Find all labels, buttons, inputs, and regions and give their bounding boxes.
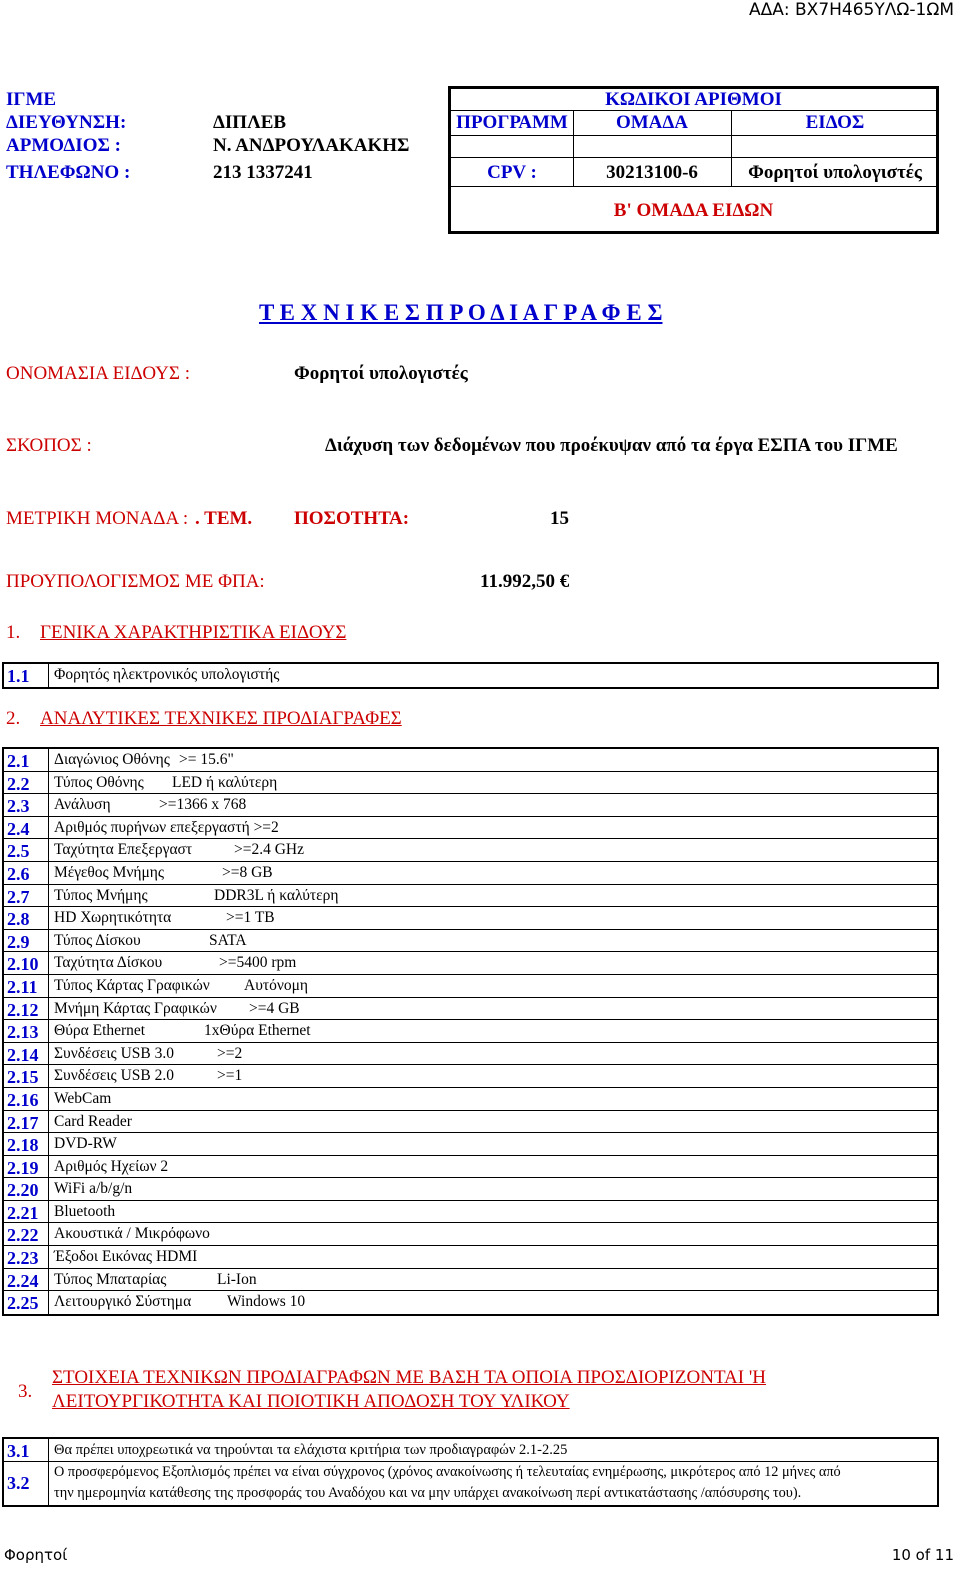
- section3-number: 3.: [18, 1381, 33, 1402]
- section2-title: ΑΝΑΛΥΤΙΚΕΣ ΤΕΧΝΙΚΕΣ ΠΡΟΔΙΑΓΡΑΦΕΣ: [40, 708, 402, 729]
- document-id: ΑΔΑ: ΒΧ7Η465ΥΛΩ-1ΩΜ: [749, 0, 954, 20]
- row-text: Θα πρέπει υποχρεωτικά να τηρούνται τα ελάχιστα κριτήρια των προδιαγραφών 2.1-2.25: [54, 1442, 568, 1458]
- row-number: 2.21: [4, 1201, 49, 1223]
- row-number: 2.4: [4, 817, 49, 839]
- quantity-label: ΠΟΣΟΤΗΤΑ:: [294, 508, 410, 529]
- row-text: Συνδέσεις USB 2.0: [54, 1067, 174, 1085]
- row-text: Τύπος Οθόνης: [54, 773, 144, 791]
- item-name-value: Φορητοί υπολογιστές: [294, 363, 468, 384]
- codes-col-program: ΠΡΟΓΡΑΜΜ: [456, 112, 568, 133]
- row-value: 1xΘύρα Ethernet: [204, 1022, 311, 1040]
- table-row: [4, 1156, 937, 1179]
- requirements-table: [2, 1437, 939, 1507]
- row-number: 2.5: [4, 839, 49, 861]
- direction-label: ΔΙΕΥΘΥΝΣΗ:: [6, 112, 127, 133]
- row-number: 2.7: [4, 885, 49, 907]
- group-label: Β' ΟΜΑΔΑ ΕΙΔΩΝ: [613, 200, 774, 221]
- table-row: [4, 930, 937, 953]
- table-row: [4, 1133, 937, 1156]
- direction-value: ΔΙΠΛΕΒ: [213, 112, 287, 133]
- table-row: [4, 794, 937, 817]
- responsible-value: Ν. ΑΝΔΡΟΥΛΑΚΑΚΗΣ: [213, 135, 410, 156]
- row-number: 2.23: [4, 1246, 49, 1268]
- table-row: [4, 1291, 937, 1314]
- row-text: Μέγεθος Μνήμης: [54, 863, 165, 881]
- detailed-specs-table: [2, 747, 939, 1316]
- page-title: Τ Ε Χ Ν Ι Κ Ε Σ Π Ρ Ο Δ Ι Α Γ Ρ Α Φ Ε Σ: [259, 300, 663, 325]
- table-row: [4, 975, 937, 998]
- general-specs-table: [2, 662, 939, 689]
- row-number: 2.24: [4, 1269, 49, 1291]
- row-number: 2.13: [4, 1020, 49, 1042]
- row-number: 2.18: [4, 1133, 49, 1155]
- purpose-value: Διάχυση των δεδομένων που προέκυψαν από τα έργα ΕΣΠΑ του ΙΓΜΕ: [325, 435, 898, 456]
- row-value: >= 15.6": [179, 751, 234, 768]
- row-text: Τύπος Μνήμης: [54, 886, 148, 904]
- org-name-label: ΙΓΜΕ: [6, 89, 57, 110]
- row-text: WiFi a/b/g/n: [54, 1180, 133, 1198]
- section1-title: ΓΕΝΙΚΑ ΧΑΡΑΚΤΗΡΙΣΤΙΚΑ ΕΙΔΟΥΣ: [40, 622, 347, 643]
- row-number: 2.15: [4, 1065, 49, 1087]
- table-row: [4, 1065, 937, 1088]
- row-text: Συνδέσεις USB 3.0: [54, 1044, 174, 1062]
- row-text: WebCam: [54, 1089, 112, 1107]
- row-number: 2.20: [4, 1178, 49, 1200]
- row-text: Λειτουργικό Σύστημα: [54, 1293, 192, 1311]
- row-number: 2.10: [4, 952, 49, 974]
- section1-number: 1.: [6, 622, 21, 643]
- row-number: 2.8: [4, 907, 49, 929]
- codes-col-type: ΕΙΔΟΣ: [805, 112, 865, 133]
- row-number: 2.6: [4, 862, 49, 884]
- table-row: [4, 1178, 937, 1201]
- row-value: >=1 TB: [226, 909, 275, 927]
- row-value: Windows 10: [227, 1293, 306, 1311]
- row-value: >=1366 x 768: [159, 796, 247, 814]
- table-row: [4, 1269, 937, 1292]
- phone-value: 213 1337241: [213, 162, 313, 183]
- table-row: [4, 885, 937, 908]
- row-number: 2.17: [4, 1111, 49, 1133]
- table-row: [4, 998, 937, 1021]
- phone-label: ΤΗΛΕΦΩΝΟ :: [6, 162, 131, 183]
- row-text: Ανάλυση: [54, 796, 111, 814]
- table-row: [4, 772, 937, 795]
- unit-label: ΜΕΤΡΙΚΗ ΜΟΝΑΔΑ :: [6, 508, 189, 529]
- row-text: Αριθμός Ηχείων 2: [54, 1157, 169, 1175]
- row-number: 2.19: [4, 1156, 49, 1178]
- row-text: Θύρα Ethernet: [54, 1022, 146, 1040]
- table-row: [4, 749, 937, 772]
- codes-col-group: ΟΜΑΔΑ: [615, 112, 689, 133]
- row-text-line1: Ο προσφερόμενος Εξοπλισμός πρέπει να είναι σύγχρονος (χρόνος ανακοίνωσης ή τελευταίας ενημέρωσης, μικρότερος από 12 μήνες από: [54, 1464, 841, 1480]
- unit-value: . ΤΕΜ.: [195, 508, 253, 529]
- row-number: 2.25: [4, 1291, 49, 1314]
- row-number: 3.2: [4, 1462, 49, 1505]
- row-number: 2.16: [4, 1088, 49, 1110]
- row-value: >=2: [217, 1044, 243, 1062]
- row-value: SATA: [209, 931, 247, 949]
- responsible-label: ΑΡΜΟΔΙΟΣ :: [6, 135, 121, 156]
- row-number: 2.3: [4, 794, 49, 816]
- section2-number: 2.: [6, 708, 21, 729]
- table-row: [4, 907, 937, 930]
- cpv-label: CPV :: [487, 162, 537, 183]
- row-text: Διαγώνιος Οθόνης: [54, 751, 170, 768]
- codes-box: [448, 86, 939, 234]
- row-text: Card Reader: [54, 1112, 132, 1130]
- row-text: Bluetooth: [54, 1202, 116, 1220]
- row-number: 2.12: [4, 998, 49, 1020]
- quantity-value: 15: [550, 508, 569, 529]
- row-number: 1.1: [4, 664, 49, 687]
- row-text: Τύπος Κάρτας Γραφικών: [54, 976, 210, 994]
- table-row: [4, 1201, 937, 1224]
- row-value: Li-Ion: [217, 1270, 257, 1288]
- row-text-line2: την ημερομηνία κατάθεσης της προσφοράς του Αναδόχου και να μην υπάρχει ανακοίνωση περί αντικατάστασης /απόσυρσης του).: [54, 1485, 802, 1501]
- row-value: LED ή καλύτερη: [172, 773, 278, 791]
- row-number: 2.22: [4, 1223, 49, 1245]
- table-row: [4, 1020, 937, 1043]
- table-row: [4, 817, 937, 840]
- row-text: Έξοδοι Εικόνας HDMI: [54, 1248, 198, 1266]
- table-row: [4, 1111, 937, 1134]
- row-number: 2.9: [4, 930, 49, 952]
- row-text: Φορητός ηλεκτρονικός υπολογιστής: [54, 666, 280, 683]
- row-text: Ακουστικά / Μικρόφωνο: [54, 1225, 210, 1243]
- purpose-label: ΣΚΟΠΟΣ :: [6, 435, 92, 456]
- row-text: Αριθμός πυρήνων επεξεργαστή >=2: [54, 818, 279, 836]
- table-row: [4, 1246, 937, 1269]
- item-name-label: ΟΝΟΜΑΣΙΑ ΕΙΔΟΥΣ :: [6, 363, 190, 384]
- table-row: [4, 952, 937, 975]
- table-row: [4, 1462, 937, 1505]
- row-value: >=1: [217, 1067, 243, 1085]
- row-text: Τύπος Μπαταρίας: [54, 1270, 167, 1288]
- cpv-code: 30213100-6: [606, 162, 698, 183]
- table-row: [4, 1088, 937, 1111]
- row-text: Ταχύτητα Επεξεργαστ: [54, 841, 193, 859]
- page-number: 10 of 11: [891, 1546, 954, 1564]
- section3-title-line1: ΣΤΟΙΧΕΙΑ ΤΕΧΝΙΚΩΝ ΠΡΟΔΙΑΓΡΑΦΩΝ ΜΕ ΒΑΣΗ ΤΑ ΟΠΟΙΑ ΠΡΟΣΔΙΟΡΙΖΟΝΤΑΙ 'Η: [52, 1367, 767, 1388]
- row-number: 2.14: [4, 1043, 49, 1065]
- row-value: >=5400 rpm: [219, 954, 297, 972]
- row-text: DVD-RW: [54, 1135, 117, 1153]
- budget-label: ΠΡΟΥΠΟΛΟΓΙΣΜΟΣ ΜΕ ΦΠΑ:: [6, 571, 265, 592]
- table-row: [4, 664, 937, 687]
- row-text: Ταχύτητα Δίσκου: [54, 954, 163, 972]
- row-text: Τύπος Δίσκου: [54, 931, 141, 949]
- codes-title: ΚΩΔΙΚΟΙ ΑΡΙΘΜΟΙ: [605, 89, 782, 110]
- footer-left: Φορητοί: [4, 1546, 68, 1564]
- row-value: Αυτόνομη: [244, 976, 309, 994]
- row-value: >=2.4 GHz: [234, 841, 304, 859]
- table-row: [4, 1223, 937, 1246]
- cpv-description: Φορητοί υπολογιστές: [748, 162, 922, 183]
- row-value: >=8 GB: [222, 863, 273, 881]
- row-number: 2.2: [4, 772, 49, 794]
- table-row: [4, 1439, 937, 1462]
- row-value: DDR3L ή καλύτερη: [214, 886, 339, 904]
- table-row: [4, 1043, 937, 1066]
- table-row: [4, 839, 937, 862]
- table-row: [4, 862, 937, 885]
- row-number: 3.1: [4, 1439, 49, 1461]
- row-text: HD Χωρητικότητα: [54, 909, 172, 927]
- row-number: 2.11: [4, 975, 49, 997]
- row-number: 2.1: [4, 749, 49, 771]
- row-text: Μνήμη Κάρτας Γραφικών: [54, 999, 217, 1017]
- row-value: >=4 GB: [249, 999, 300, 1017]
- budget-value: 11.992,50 €: [480, 571, 570, 592]
- section3-title-line2: ΛΕΙΤΟΥΡΓΙΚΟΤΗΤΑ ΚΑΙ ΠΟΙΟΤΙΚΗ ΑΠΟΔΟΣΗ ΤΟΥ ΥΛΙΚΟΥ: [52, 1391, 570, 1412]
